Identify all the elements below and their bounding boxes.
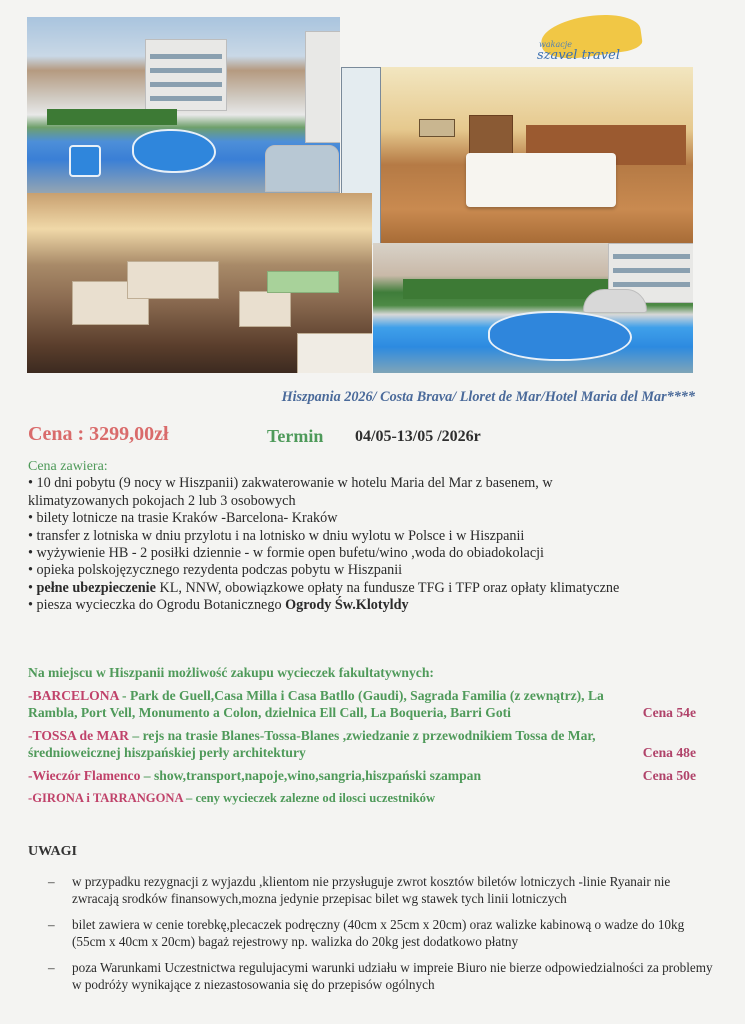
- price-includes-section: [28, 458, 708, 615]
- side-building: [305, 31, 340, 143]
- dining-table: [297, 333, 372, 373]
- excursion-item: [28, 727, 698, 761]
- hotel-pool-photo: [373, 243, 693, 373]
- termin-value: 04/05-13/05 /2026r: [355, 428, 481, 445]
- includes-item: • bilety lotnicze na trasie Kraków -Barcelona- Kraków: [28, 510, 338, 527]
- includes-item: • transfer z lotniska w dniu przylotu i na lotnisko w dniu wylotu w Polsce i w Hiszpanii: [28, 527, 525, 544]
- glass-roof: [265, 145, 339, 192]
- excursion-desc: – ceny wycieczek zalezne od ilosci uczestników: [182, 791, 436, 805]
- excursion-desc: – show,transport,napoje,wino,sangria,hiszpański szampan: [140, 768, 482, 783]
- excursion-item: [28, 767, 698, 784]
- green-partition: [267, 271, 339, 293]
- excursion-price: Cena 48e: [642, 745, 696, 760]
- pool: [132, 129, 216, 173]
- notes-heading: UWAGI: [28, 844, 78, 859]
- excursion-desc: – rejs na trasie Blanes-Tossa-Blanes ,zwiedzanie z przewodnikiem Tossa de Mar, średnioweicznej hiszpańskiej perły architektury: [28, 728, 596, 760]
- hedge: [403, 279, 608, 299]
- excursions-heading: Na miejscu w Hiszpanii możliwość zakupu wycieczek fakultatywnych:: [28, 665, 434, 680]
- dash-bullet: –: [48, 916, 55, 932]
- bed: [466, 153, 616, 207]
- note-text: poza Warunkami Uczestnictwa regulujacymi warunki udziału w impreie Biuro nie bierze odpowiedzialności za problemy w podróży wynikające z niezastosowania się do przepisów ogólnych: [72, 959, 713, 992]
- hotel-aerial-photo: [27, 17, 340, 195]
- excursion-price: Cena 50e: [642, 768, 696, 783]
- hedge: [47, 109, 177, 125]
- szavel-travel-logo: [533, 14, 657, 68]
- includes-item: [28, 597, 708, 614]
- includes-item: • 10 dni pobytu (9 nocy w Hiszpanii) zakwaterowanie w hotelu Maria del Mar z basenem, w: [28, 475, 553, 492]
- pool-bar: [583, 289, 647, 313]
- includes-item-cont: klimatyzowanych pokojach 2 lub 3 osobowych: [28, 492, 296, 509]
- dash-bullet: –: [48, 959, 55, 975]
- excursion-name: -BARCELONA: [28, 688, 119, 703]
- excursion-name: -GIRONA i TARRANGONA: [28, 791, 183, 805]
- includes-item: • wyżywienie HB - 2 posiłki dziennie - w formie open bufetu/wino ,woda do obiadokolacji: [28, 545, 544, 562]
- includes-heading: Cena zawiera:: [28, 459, 108, 474]
- logo-brand-text: szavel travel: [537, 48, 620, 63]
- excursion-item: [28, 687, 698, 721]
- includes-item: • opieka polskojęzycznego rezydenta podczas pobytu w Hiszpanii: [28, 562, 403, 579]
- notes-section: [28, 843, 718, 1002]
- price: Cena : 3299,00zł: [28, 423, 169, 445]
- bullet: •: [28, 579, 37, 596]
- note-text: bilet zawiera w cenie torebkę,plecaczek podręczny (40cm x 25cm x 20cm) oraz walizke kabinową o wadze do 10kg (55cm x 40cm x 20cm) bagaż rejestrowy np. walizka do 20kg jest dodatkowo płatny: [72, 916, 685, 949]
- insurance-rest: KL, NNW, obowiązkowe opłaty na fundusze TFG i TFP oraz opłaty klimatyczne: [155, 579, 620, 596]
- offer-title: Hiszpania 2026/ Costa Brava/ Lloret de Mar/Hotel Maria del Mar****: [281, 389, 695, 405]
- wall-picture: [419, 119, 455, 137]
- garden-name: Ogrody Św.Klotyldy: [285, 597, 409, 614]
- pool: [488, 311, 632, 361]
- note-item: [28, 873, 718, 908]
- optional-excursions-section: [28, 664, 698, 813]
- hotel-bedroom-photo: [341, 67, 693, 245]
- walk-prefix: • piesza wycieczka do Ogrodu Botanicznego: [28, 597, 286, 614]
- dash-bullet: –: [48, 873, 55, 889]
- hotel-restaurant-photo: [27, 193, 372, 373]
- insurance-bold: pełne ubezpieczenie: [36, 579, 156, 596]
- hotel-building: [145, 39, 227, 111]
- small-pool: [69, 145, 101, 177]
- excursion-price: Cena 54e: [642, 705, 696, 720]
- excursion-item: [28, 790, 698, 807]
- logo-small-text: wakacje: [539, 40, 572, 49]
- note-text: w przypadku rezygnacji z wyjazdu ,klientom nie przysługuje zwrot kosztów biletów lotniczych -linie Ryanair nie zwracają srodków finansowych,mozna jedynie przepisac bilet wg stawek tych linii lotniczych: [72, 873, 671, 906]
- buffet-counter: [127, 261, 219, 299]
- termin-label: Termin: [267, 426, 324, 446]
- excursion-name: -TOSSA de MAR: [28, 728, 129, 743]
- excursion-desc: - Park de Guell,Casa Milla i Casa Batllo (Gaudi), Sagrada Familia (z zewnątrz), La Rambla, Port Vell, Monumento a Colon, dzielnica Ell Call, La Boqueria, Barri Goti: [28, 688, 604, 720]
- note-item: [28, 959, 718, 994]
- note-item: [28, 916, 718, 951]
- buffet-counter: [239, 291, 291, 327]
- excursion-name: -Wieczór Flamenco: [28, 768, 141, 783]
- includes-item: [28, 580, 708, 597]
